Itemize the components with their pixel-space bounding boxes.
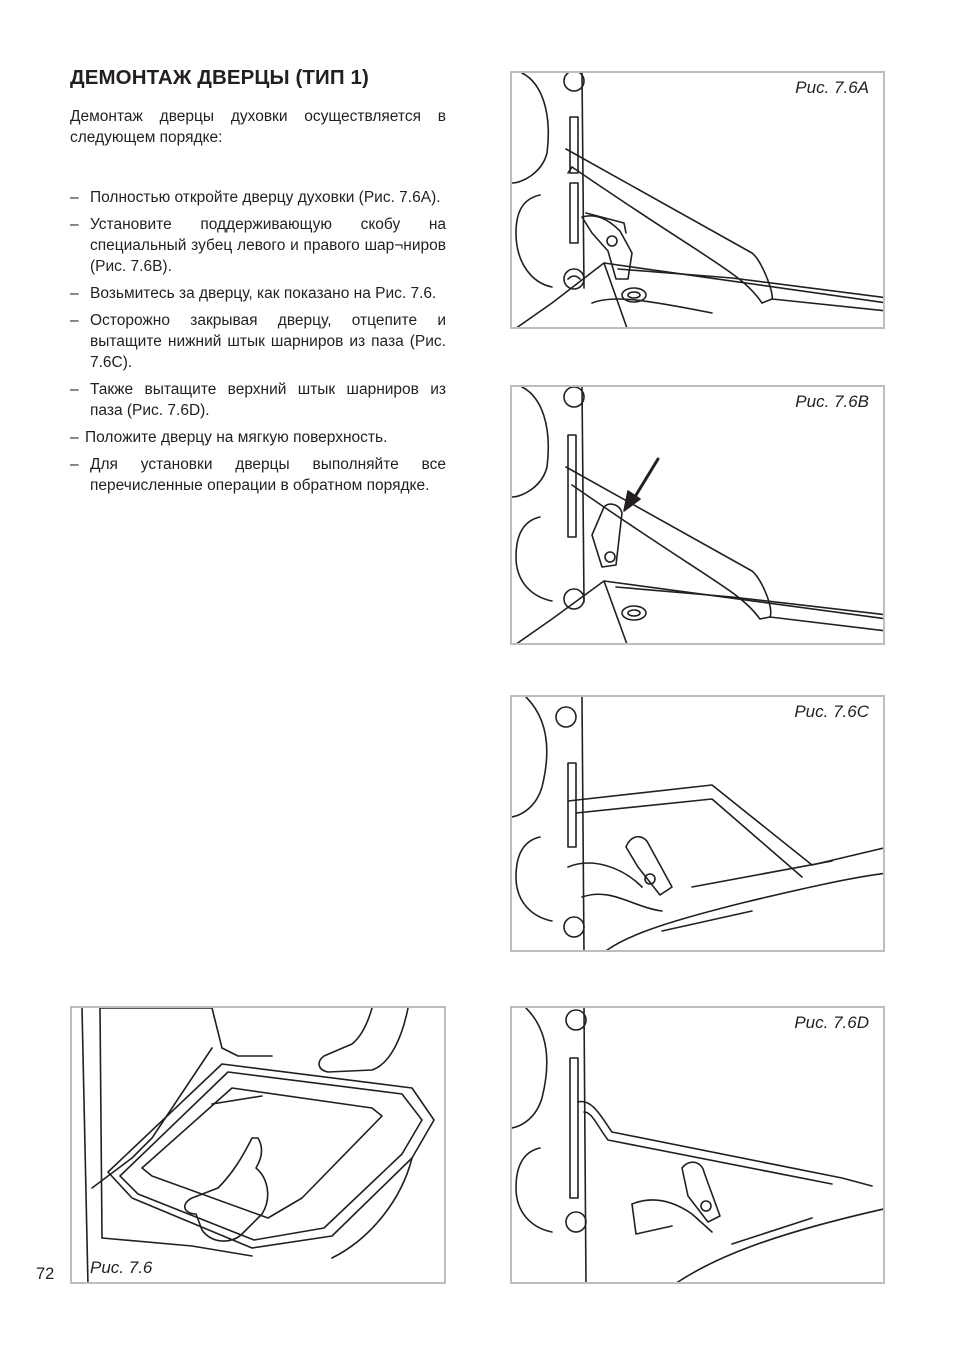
list-item bbox=[70, 187, 446, 208]
figure-7-6c bbox=[510, 695, 885, 952]
figure-caption: Рис. 7.6C bbox=[794, 702, 869, 721]
dash-marker: – bbox=[70, 312, 79, 329]
page-number: 72 bbox=[36, 1265, 55, 1283]
figure-7-6d bbox=[510, 1006, 885, 1284]
figure-7-6b bbox=[510, 385, 885, 645]
intro-paragraph: Демонтаж дверцы духовки осуществляется в следующем порядке: bbox=[70, 108, 446, 146]
list-item bbox=[70, 214, 446, 277]
dash-marker: – bbox=[70, 216, 79, 233]
hinge-upper-pin-illustration bbox=[512, 1008, 885, 1284]
step-text: Положите дверцу на мягкую поверхность. bbox=[85, 429, 388, 446]
list-item bbox=[70, 283, 446, 304]
step-text: Полностью откройте дверцу духовки (Рис. 7.6A). bbox=[90, 189, 441, 206]
list-item bbox=[70, 427, 446, 448]
dash-marker: – bbox=[70, 381, 79, 398]
hinge-open-illustration bbox=[512, 73, 885, 329]
figure-7-6a bbox=[510, 71, 885, 329]
step-text: Осторожно закрывая дверцу, отцепите и вытащите нижний штык шарниров из паза (Рис. 7.6C). bbox=[90, 312, 446, 371]
dash-marker: – bbox=[70, 189, 79, 206]
list-item bbox=[70, 379, 446, 421]
dash-marker: – bbox=[70, 429, 79, 446]
page-title: ДЕМОНТАЖ ДВЕРЦЫ (ТИП 1) bbox=[70, 66, 369, 89]
figure-caption: Рис. 7.6A bbox=[795, 78, 869, 97]
step-text: Для установки дверцы выполняйте все перечисленные операции в обратном порядке. bbox=[90, 456, 446, 494]
step-text: Установите поддерживающую скобу на специальный зубец левого и правого шар¬ниров (Рис. 7.6B). bbox=[90, 216, 446, 275]
figure-caption: Рис. 7.6D bbox=[794, 1013, 869, 1032]
step-text: Также вытащите верхний штык шарниров из паза (Рис. 7.6D). bbox=[90, 381, 446, 419]
dash-marker: – bbox=[70, 285, 79, 302]
steps-list bbox=[70, 187, 446, 502]
figure-caption: Рис. 7.6B bbox=[795, 392, 869, 411]
figure-7-6 bbox=[70, 1006, 446, 1284]
list-item bbox=[70, 310, 446, 373]
figure-caption: Рис. 7.6 bbox=[90, 1258, 153, 1277]
door-removal-illustration bbox=[72, 1008, 446, 1284]
list-item bbox=[70, 454, 446, 496]
hinge-lower-pin-illustration bbox=[512, 697, 885, 952]
dash-marker: – bbox=[70, 456, 79, 473]
step-text: Возьмитесь за дверцу, как показано на Рис. 7.6. bbox=[90, 285, 437, 302]
hinge-support-illustration bbox=[512, 387, 885, 645]
